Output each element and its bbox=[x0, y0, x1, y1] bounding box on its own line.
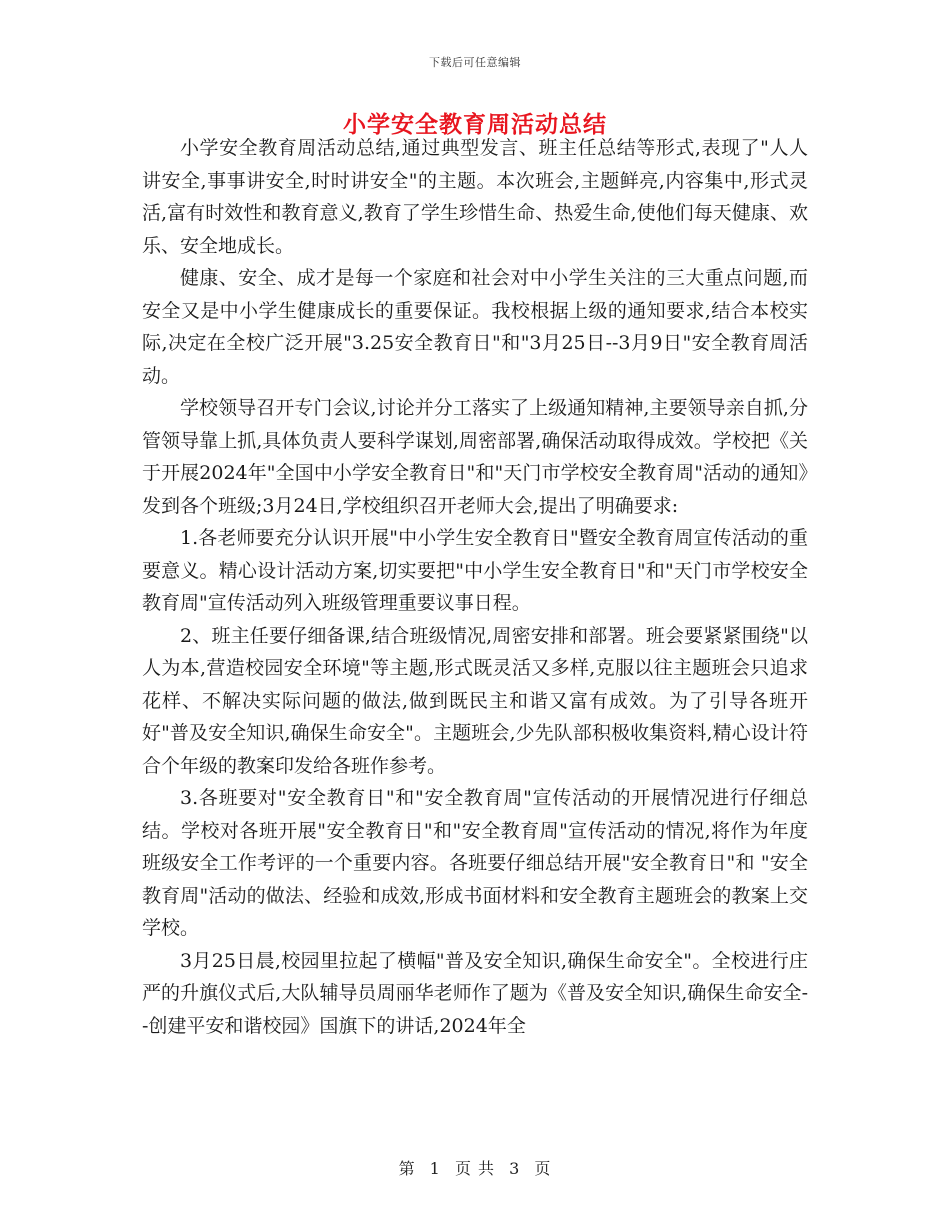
document-title: 小学安全教育周活动总结 bbox=[343, 111, 607, 138]
page-footer bbox=[0, 1156, 950, 1179]
footer-prefix: 第 bbox=[398, 1159, 416, 1178]
footer-suffix: 页 bbox=[534, 1159, 552, 1178]
footer-middle: 页 共 bbox=[454, 1159, 496, 1178]
footer-page-number: 1 bbox=[429, 1159, 441, 1178]
paragraph-3: 学校领导召开专门会议,讨论并分工落实了上级通知精神,主要领导亲自抓,分管领导靠上抓,具体负责人要科学谋划,周密部署,确保活动取得成效。学校把《关于开展2024年"全国中小学安全教育日"和"天门市学校安全教育周"活动的通知》发到各个班级;3月24日,学校组织召开老师大会,提出了明确要求: bbox=[142, 397, 808, 517]
paragraph-1: 小学安全教育周活动总结,通过典型发言、班主任总结等形式,表现了"人人讲安全,事事讲安全,时时讲安全"的主题。本次班会,主题鲜亮,内容集中,形式灵活,富有时效性和教育意义,教育了学生珍惜生命、热爱生命,使他们每天健康、欢乐、安全地成长。 bbox=[142, 137, 808, 257]
document-body bbox=[142, 132, 808, 1042]
paragraph-5: 2、班主任要仔细备课,结合班级情况,周密安排和部署。班会要紧紧围绕"以人为本,营造校园安全环境"等主题,形式既灵活又多样,克服以往主题班会只追求花样、不解决实际问题的做法,做到既民主和谐又富有成效。为了引导各班开好"普及安全知识,确保生命安全"。主题班会,少先队部积极收集资料,精心设计符合个年级的教案印发给各班作参考。 bbox=[142, 624, 808, 777]
header-note: 下载后可任意编辑 bbox=[429, 56, 521, 69]
paragraph-6: 3.各班要对"安全教育日"和"安全教育周"宣传活动的开展情况进行仔细总结。学校对各班开展"安全教育日"和"安全教育周"宣传活动的情况,将作为年度班级安全工作考评的一个重要内容。各班要仔细总结开展"安全教育日"和 "安全教育周"活动的做法、经验和成效,形成书面材料和安全教育主题班会的教案上交学校。 bbox=[142, 787, 808, 939]
paragraph-7: 3月25日晨,校园里拉起了横幅"普及安全知识,确保生命安全"。全校进行庄严的升旗仪式后,大队辅导员周丽华老师作了题为《普及安全知识,确保生命安全--创建平安和谐校园》国旗下的讲话,2024年全 bbox=[142, 949, 808, 1037]
footer-total-pages: 3 bbox=[509, 1159, 521, 1178]
paragraph-2: 健康、安全、成才是每一个家庭和社会对中小学生关注的三大重点问题,而安全又是中小学生健康成长的重要保证。我校根据上级的通知要求,结合本校实际,决定在全校广泛开展"3.25安全教育日"和"3月25日--3月9日"安全教育周活动。 bbox=[142, 267, 808, 387]
paragraph-4: 1.各老师要充分认识开展"中小学生安全教育日"暨安全教育周宣传活动的重要意义。精心设计活动方案,切实要把"中小学生安全教育日"和"天门市学校安全教育周"宣传活动列入班级管理重要议事日程。 bbox=[142, 527, 808, 614]
